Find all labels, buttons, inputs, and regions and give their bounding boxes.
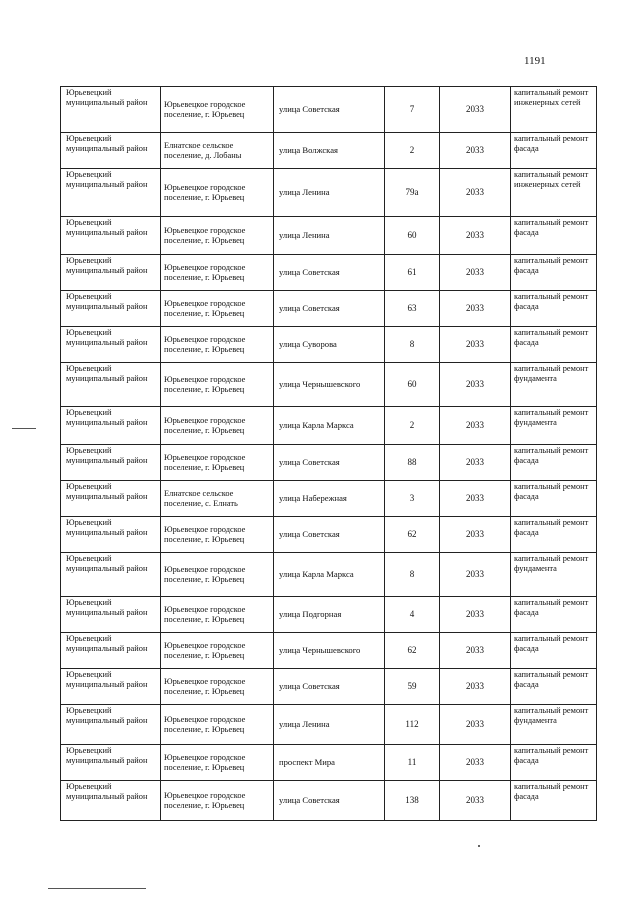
year-cell: 2033: [440, 669, 511, 705]
house-number-cell: 88: [385, 445, 440, 481]
district-cell: Юрьевецкий муниципальный район: [61, 363, 161, 407]
table-row: [61, 745, 597, 781]
housing-repair-table: [60, 86, 597, 821]
district-cell: Юрьевецкий муниципальный район: [61, 633, 161, 669]
work-type-cell: капитальный ремонт фасада: [511, 633, 597, 669]
district-cell: Юрьевецкий муниципальный район: [61, 553, 161, 597]
house-number-cell: 112: [385, 705, 440, 745]
district-cell: Юрьевецкий муниципальный район: [61, 781, 161, 821]
table-row: [61, 169, 597, 217]
settlement-cell: Юрьевецкое городское поселение, г. Юрьевец: [161, 407, 274, 445]
settlement-cell: Юрьевецкое городское поселение, г. Юрьевец: [161, 597, 274, 633]
street-cell: улица Советская: [274, 445, 385, 481]
street-cell: улица Советская: [274, 291, 385, 327]
settlement-cell: Юрьевецкое городское поселение, г. Юрьевец: [161, 633, 274, 669]
table-row: [61, 327, 597, 363]
street-cell: улица Советская: [274, 781, 385, 821]
street-cell: улица Чернышевского: [274, 363, 385, 407]
work-type-cell: капитальный ремонт фундамента: [511, 553, 597, 597]
house-number-cell: 59: [385, 669, 440, 705]
work-type-cell: капитальный ремонт фасада: [511, 445, 597, 481]
house-number-cell: 3: [385, 481, 440, 517]
work-type-cell: капитальный ремонт инженерных сетей: [511, 87, 597, 133]
house-number-cell: 61: [385, 255, 440, 291]
district-cell: Юрьевецкий муниципальный район: [61, 517, 161, 553]
work-type-cell: капитальный ремонт фасада: [511, 217, 597, 255]
work-type-cell: капитальный ремонт фасада: [511, 517, 597, 553]
street-cell: улица Ленина: [274, 169, 385, 217]
year-cell: 2033: [440, 327, 511, 363]
work-type-cell: капитальный ремонт фасада: [511, 291, 597, 327]
district-cell: Юрьевецкий муниципальный район: [61, 217, 161, 255]
street-cell: улица Ленина: [274, 705, 385, 745]
year-cell: 2033: [440, 291, 511, 327]
settlement-cell: Юрьевецкое городское поселение, г. Юрьевец: [161, 517, 274, 553]
house-number-cell: 62: [385, 517, 440, 553]
work-type-cell: капитальный ремонт фундамента: [511, 705, 597, 745]
work-type-cell: капитальный ремонт фасада: [511, 481, 597, 517]
work-type-cell: капитальный ремонт фундамента: [511, 407, 597, 445]
street-cell: улица Чернышевского: [274, 633, 385, 669]
year-cell: 2033: [440, 781, 511, 821]
street-cell: улица Суворова: [274, 327, 385, 363]
year-cell: 2033: [440, 445, 511, 481]
house-number-cell: 11: [385, 745, 440, 781]
year-cell: 2033: [440, 597, 511, 633]
table-row: [61, 481, 597, 517]
street-cell: улица Подгорная: [274, 597, 385, 633]
work-type-cell: капитальный ремонт фасада: [511, 597, 597, 633]
table-row: [61, 781, 597, 821]
settlement-cell: Елнатское сельское поселение, д. Лобаны: [161, 133, 274, 169]
settlement-cell: Юрьевецкое городское поселение, г. Юрьевец: [161, 553, 274, 597]
house-number-cell: 138: [385, 781, 440, 821]
work-type-cell: капитальный ремонт фасада: [511, 745, 597, 781]
work-type-cell: капитальный ремонт фасада: [511, 781, 597, 821]
district-cell: Юрьевецкий муниципальный район: [61, 745, 161, 781]
table-row: [61, 553, 597, 597]
settlement-cell: Юрьевецкое городское поселение, г. Юрьевец: [161, 705, 274, 745]
settlement-cell: Юрьевецкое городское поселение, г. Юрьевец: [161, 217, 274, 255]
settlement-cell: Юрьевецкое городское поселение, г. Юрьевец: [161, 745, 274, 781]
table-body: [61, 87, 597, 821]
settlement-cell: Юрьевецкое городское поселение, г. Юрьевец: [161, 255, 274, 291]
house-number-cell: 2: [385, 133, 440, 169]
house-number-cell: 79а: [385, 169, 440, 217]
district-cell: Юрьевецкий муниципальный район: [61, 255, 161, 291]
settlement-cell: Юрьевецкое городское поселение, г. Юрьевец: [161, 363, 274, 407]
district-cell: Юрьевецкий муниципальный район: [61, 669, 161, 705]
year-cell: 2033: [440, 133, 511, 169]
year-cell: 2033: [440, 217, 511, 255]
district-cell: Юрьевецкий муниципальный район: [61, 169, 161, 217]
street-cell: улица Карла Маркса: [274, 553, 385, 597]
street-cell: улица Ленина: [274, 217, 385, 255]
settlement-cell: Юрьевецкое городское поселение, г. Юрьевец: [161, 169, 274, 217]
district-cell: Юрьевецкий муниципальный район: [61, 327, 161, 363]
work-type-cell: капитальный ремонт фасада: [511, 133, 597, 169]
district-cell: Юрьевецкий муниципальный район: [61, 597, 161, 633]
work-type-cell: капитальный ремонт фасада: [511, 327, 597, 363]
settlement-cell: Юрьевецкое городское поселение, г. Юрьевец: [161, 291, 274, 327]
page-number: 1191: [524, 55, 546, 67]
settlement-cell: Юрьевецкое городское поселение, г. Юрьевец: [161, 781, 274, 821]
year-cell: 2033: [440, 255, 511, 291]
table-row: [61, 217, 597, 255]
year-cell: 2033: [440, 553, 511, 597]
table-row: [61, 255, 597, 291]
table-row: [61, 407, 597, 445]
table-row: [61, 597, 597, 633]
settlement-cell: Елнатское сельское поселение, с. Елнать: [161, 481, 274, 517]
street-cell: улица Карла Маркса: [274, 407, 385, 445]
house-number-cell: 62: [385, 633, 440, 669]
year-cell: 2033: [440, 481, 511, 517]
work-type-cell: капитальный ремонт фасада: [511, 255, 597, 291]
house-number-cell: 4: [385, 597, 440, 633]
table-row: [61, 669, 597, 705]
house-number-cell: 8: [385, 553, 440, 597]
house-number-cell: 60: [385, 363, 440, 407]
district-cell: Юрьевецкий муниципальный район: [61, 133, 161, 169]
year-cell: 2033: [440, 745, 511, 781]
street-cell: улица Советская: [274, 255, 385, 291]
work-type-cell: капитальный ремонт фундамента: [511, 363, 597, 407]
scan-artifact-line: [12, 428, 36, 429]
street-cell: улица Волжская: [274, 133, 385, 169]
work-type-cell: капитальный ремонт фасада: [511, 669, 597, 705]
house-number-cell: 63: [385, 291, 440, 327]
table-row: [61, 87, 597, 133]
district-cell: Юрьевецкий муниципальный район: [61, 705, 161, 745]
table-row: [61, 633, 597, 669]
settlement-cell: Юрьевецкое городское поселение, г. Юрьевец: [161, 327, 274, 363]
table-row: [61, 705, 597, 745]
street-cell: проспект Мира: [274, 745, 385, 781]
district-cell: Юрьевецкий муниципальный район: [61, 481, 161, 517]
year-cell: 2033: [440, 705, 511, 745]
table-row: [61, 291, 597, 327]
house-number-cell: 7: [385, 87, 440, 133]
settlement-cell: Юрьевецкое городское поселение, г. Юрьевец: [161, 445, 274, 481]
house-number-cell: 60: [385, 217, 440, 255]
year-cell: 2033: [440, 363, 511, 407]
settlement-cell: Юрьевецкое городское поселение, г. Юрьевец: [161, 87, 274, 133]
work-type-cell: капитальный ремонт инженерных сетей: [511, 169, 597, 217]
table-row: [61, 133, 597, 169]
year-cell: 2033: [440, 87, 511, 133]
scan-artifact-line: [48, 888, 146, 889]
year-cell: 2033: [440, 407, 511, 445]
table-row: [61, 363, 597, 407]
street-cell: улица Советская: [274, 87, 385, 133]
street-cell: улица Советская: [274, 669, 385, 705]
year-cell: 2033: [440, 517, 511, 553]
table-row: [61, 445, 597, 481]
street-cell: улица Советская: [274, 517, 385, 553]
district-cell: Юрьевецкий муниципальный район: [61, 87, 161, 133]
year-cell: 2033: [440, 633, 511, 669]
district-cell: Юрьевецкий муниципальный район: [61, 291, 161, 327]
scan-artifact-dot: [478, 845, 480, 847]
district-cell: Юрьевецкий муниципальный район: [61, 445, 161, 481]
house-number-cell: 8: [385, 327, 440, 363]
settlement-cell: Юрьевецкое городское поселение, г. Юрьевец: [161, 669, 274, 705]
table-row: [61, 517, 597, 553]
year-cell: 2033: [440, 169, 511, 217]
street-cell: улица Набережная: [274, 481, 385, 517]
district-cell: Юрьевецкий муниципальный район: [61, 407, 161, 445]
house-number-cell: 2: [385, 407, 440, 445]
